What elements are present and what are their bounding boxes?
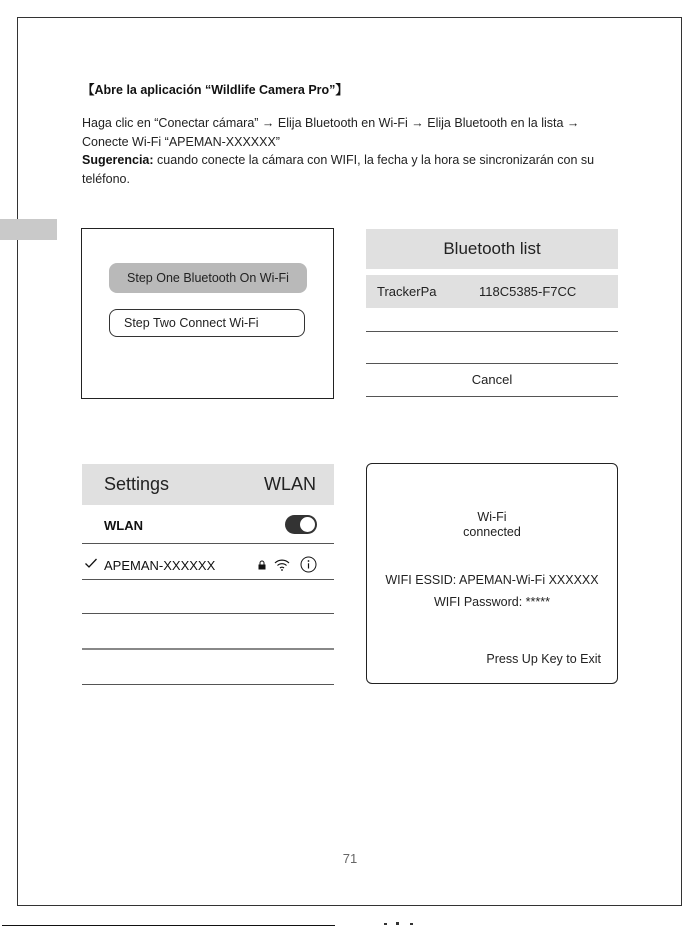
list-divider xyxy=(366,363,618,364)
wifi-connected-screen xyxy=(366,463,618,684)
step-one-button[interactable]: Step One Bluetooth On Wi-Fi xyxy=(109,263,307,293)
section-tab xyxy=(0,219,57,240)
settings-section-title: WLAN xyxy=(263,474,316,494)
wlan-label: WLAN xyxy=(104,518,143,533)
instructions-text: Haga clic en “Conectar cámara” → Elija Bluetooth en Wi-Fi → Elija Bluetooth en la lista → Conecte Wi-Fi “APEMAN-XXXXXX” xyxy=(82,116,580,149)
bottom-rule xyxy=(2,925,335,926)
settings-divider xyxy=(82,579,334,580)
settings-header xyxy=(82,464,334,505)
status-line-1: Wi-Fi xyxy=(477,510,507,524)
cancel-button[interactable]: Cancel xyxy=(471,372,513,387)
list-divider xyxy=(366,396,618,397)
camera-menu-screen xyxy=(81,228,334,399)
wlan-toggle[interactable] xyxy=(285,515,317,534)
page-number: 71 xyxy=(342,851,358,866)
settings-divider xyxy=(82,543,334,544)
tip-label: Sugerencia: xyxy=(82,153,154,167)
device-id: 118C5385-F7CC xyxy=(479,284,577,299)
tip-text: cuando conecte la cámara con WIFI, la fecha y la hora se sincronizarán con su teléfono. xyxy=(82,153,595,186)
wifi-icon xyxy=(274,558,290,571)
status-line-2: connected xyxy=(463,525,521,539)
device-name: TrackerPa xyxy=(377,284,437,299)
wifi-password: WIFI Password: ***** xyxy=(433,595,550,609)
crop-mark xyxy=(384,921,414,925)
check-icon xyxy=(84,556,98,570)
settings-divider xyxy=(82,684,334,685)
settings-divider xyxy=(82,613,334,614)
bluetooth-device-row[interactable] xyxy=(366,275,618,308)
wifi-essid: WIFI ESSID: APEMAN-Wi-Fi XXXXXX xyxy=(385,573,599,587)
info-icon[interactable] xyxy=(300,556,317,573)
step-two-button[interactable]: Step Two Connect Wi-Fi xyxy=(109,309,305,337)
network-name[interactable]: APEMAN-XXXXXX xyxy=(104,558,216,573)
toggle-knob xyxy=(300,517,315,532)
lock-icon xyxy=(258,560,266,570)
settings-divider xyxy=(82,648,334,650)
settings-title[interactable]: Settings xyxy=(104,474,170,494)
list-divider xyxy=(366,331,618,332)
bluetooth-list-title: Bluetooth list xyxy=(366,229,618,269)
exit-instruction: Press Up Key to Exit xyxy=(486,652,601,666)
connection-status xyxy=(367,510,617,540)
instructions-paragraph xyxy=(82,114,612,188)
section-heading: 【Abre la aplicación “Wildlife Camera Pro”】 xyxy=(82,83,348,97)
